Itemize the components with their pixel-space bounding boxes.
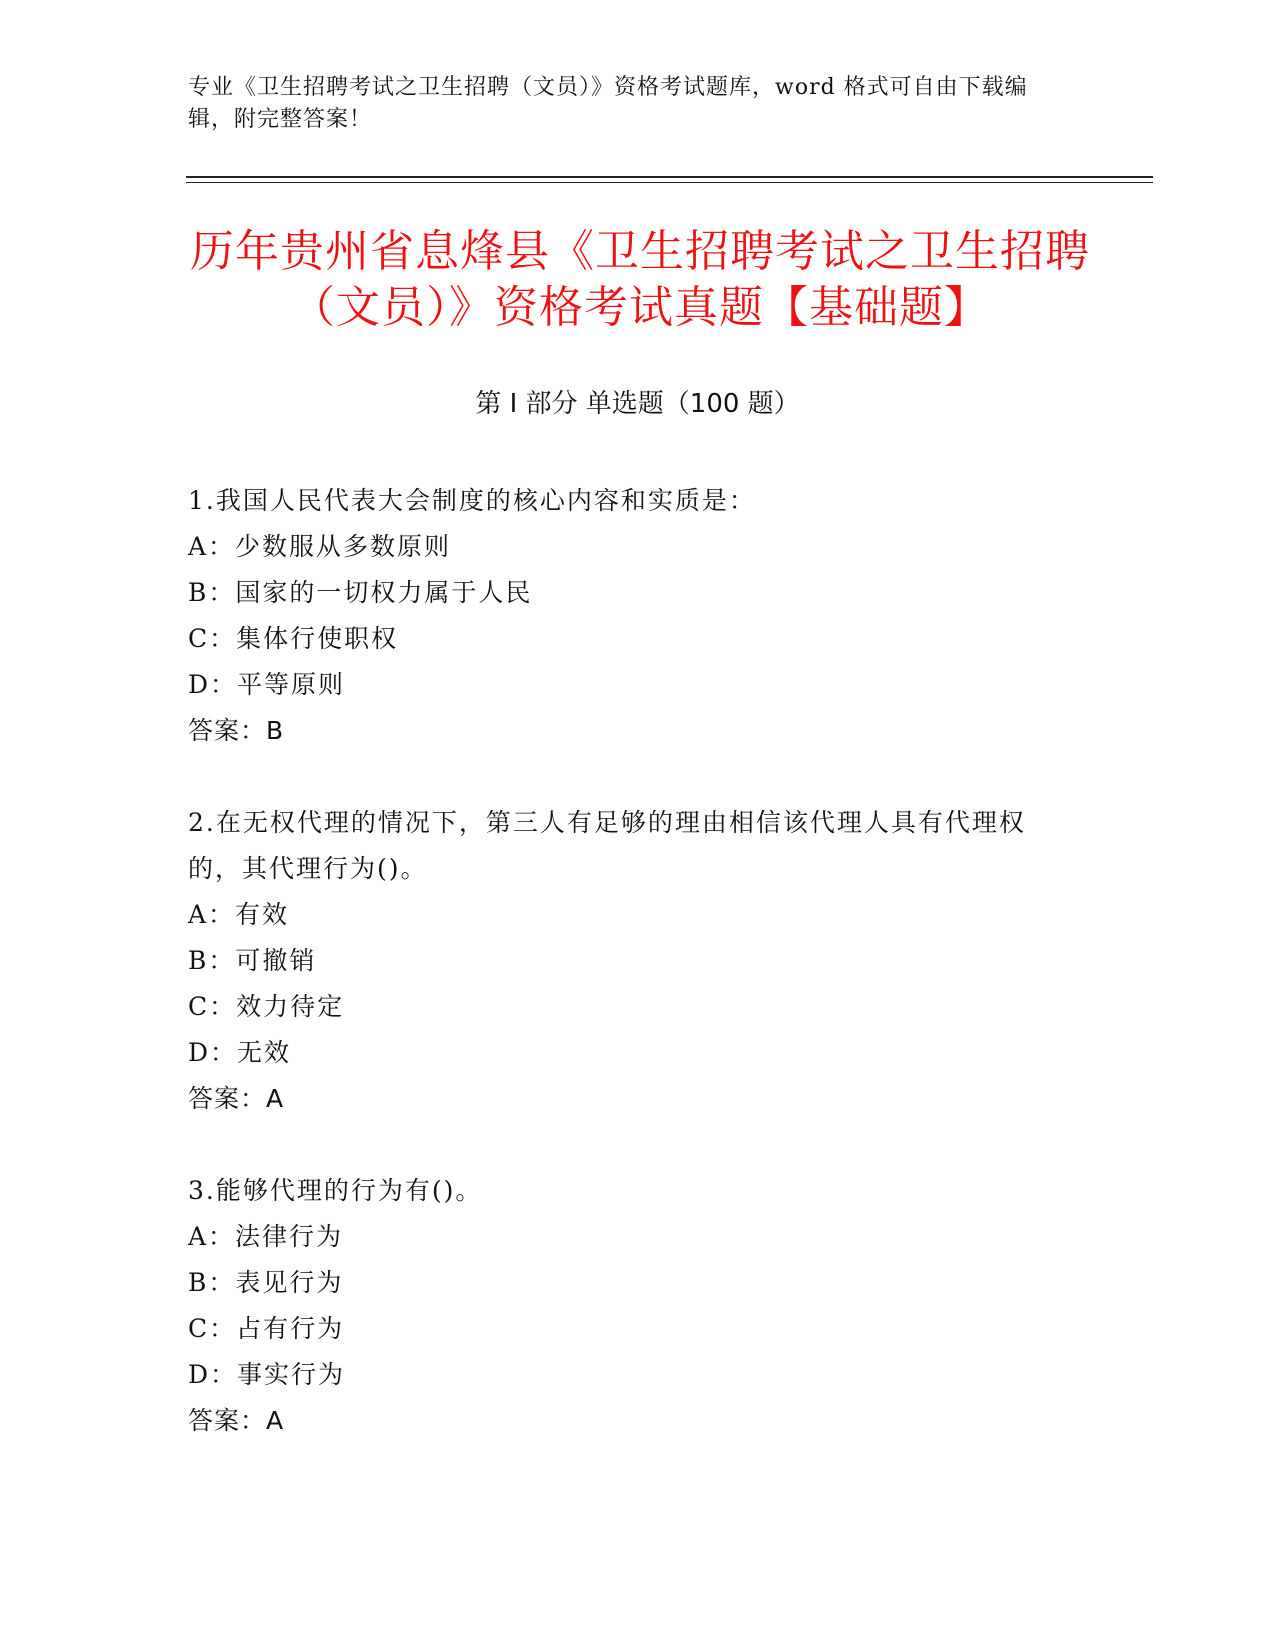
question-stem: 1.我国人民代表大会制度的核心内容和实质是： [188, 486, 756, 515]
answer-line: 答案：B [188, 716, 285, 745]
question-3 [188, 1168, 1068, 1444]
option-b: B：可撤销 [188, 946, 317, 975]
question-stem: 2.在无权代理的情况下，第三人有足够的理由相信该代理人具有代理权的，其代理行为()。 [188, 808, 1026, 883]
option-b: B：表见行为 [188, 1268, 344, 1297]
header-divider-thick [186, 176, 1153, 178]
option-d: D：无效 [188, 1038, 292, 1067]
option-a: A：少数服从多数原则 [188, 532, 452, 561]
option-a: A：法律行为 [188, 1222, 344, 1251]
question-list [188, 478, 1068, 1490]
option-b: B：国家的一切权力属于人民 [188, 578, 533, 607]
option-a: A：有效 [188, 900, 290, 929]
question-stem: 3.能够代理的行为有()。 [188, 1176, 483, 1205]
document-title: 历年贵州省息烽县《卫生招聘考试之卫生招聘（文员）》资格考试真题【基础题】 [190, 226, 1090, 333]
question-1 [188, 478, 1068, 754]
option-d: D：平等原则 [188, 670, 346, 699]
option-d: D：事实行为 [188, 1360, 346, 1389]
option-c: C：效力待定 [188, 992, 345, 1021]
answer-line: 答案：A [188, 1084, 285, 1113]
answer-line: 答案：A [188, 1406, 285, 1435]
option-c: C：占有行为 [188, 1314, 345, 1343]
header-divider-thin [186, 182, 1153, 183]
option-c: C：集体行使职权 [188, 624, 399, 653]
question-2 [188, 800, 1068, 1122]
header-note: 专业《卫生招聘考试之卫生招聘（文员）》资格考试题库，word 格式可自由下载编辑，附完整答案！ [188, 75, 1028, 132]
section-heading: 第 I 部分 单选题（100 题） [475, 389, 800, 419]
